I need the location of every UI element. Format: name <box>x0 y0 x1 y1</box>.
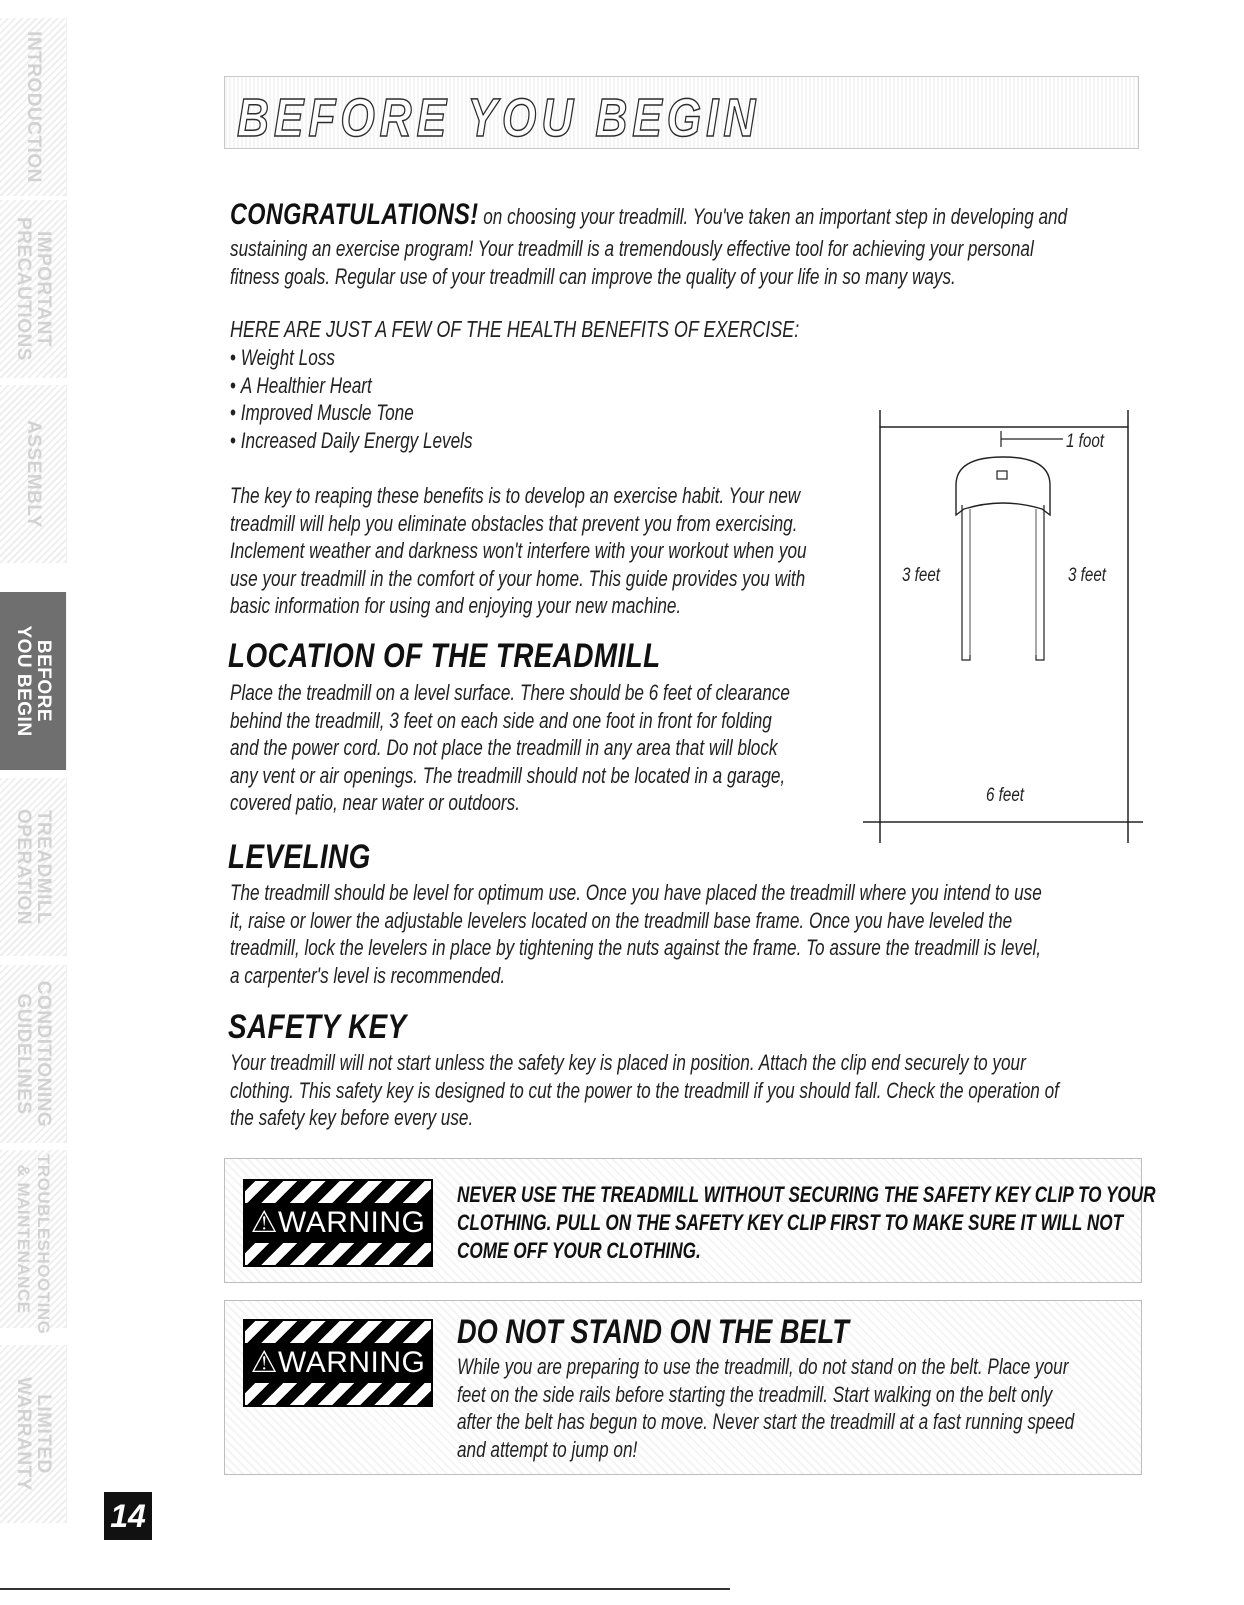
tab-before-you-begin-label: BEFORE YOU BEGIN <box>13 625 54 737</box>
location-line: any vent or air openings. The treadmill should not be located in a garage, <box>230 762 786 788</box>
warning-sign-label: ⚠WARNING <box>245 1203 431 1243</box>
location-paragraph <box>230 679 790 817</box>
safety-key-warning <box>224 1158 1156 1283</box>
right-clearance-label: 3 feet <box>1068 565 1107 586</box>
congratulations-heading: CONGRATULATIONS! <box>230 198 479 231</box>
safety-key-warning-text <box>457 1181 1156 1265</box>
belt-warning-text <box>457 1353 1074 1463</box>
warning-sign <box>243 1179 433 1267</box>
tab-assembly[interactable] <box>0 385 67 563</box>
section-tabs <box>0 0 66 1605</box>
congratulations-line-2: sustaining an exercise program! Your treadmill is a tremendously effective tool for achieving your personal <box>230 236 1034 261</box>
back-clearance-label: 6 feet <box>986 785 1025 806</box>
tab-troubleshooting-maintenance-label: TROUBLESHOOTING & MAINTENANCE <box>14 1154 53 1335</box>
location-line: Place the treadmill on a level surface. There should be 6 feet of clearance <box>230 680 790 705</box>
tab-limited-warranty[interactable] <box>0 1345 67 1523</box>
tab-important-precautions-label: IMPORTANT PRECAUTIONS <box>13 217 54 361</box>
front-clearance-label: 1 foot <box>1066 431 1105 452</box>
safety-key-line: Your treadmill will not start unless the safety key is placed in position. Attach the clip end securely to your <box>230 1050 1026 1075</box>
safety-key-paragraph <box>230 1049 1059 1132</box>
left-clearance-label: 3 feet <box>902 565 941 586</box>
warning-sign-label: ⚠WARNING <box>245 1343 431 1383</box>
treadmill-outline <box>956 457 1050 660</box>
section-banner <box>224 76 1139 149</box>
tab-before-you-begin[interactable] <box>0 592 67 770</box>
tab-troubleshooting-maintenance[interactable] <box>0 1150 67 1335</box>
location-line: covered patio, near water or outdoors. <box>230 790 520 815</box>
tab-limited-warranty-label: LIMITED WARRANTY <box>13 1377 54 1491</box>
warning-line: While you are preparing to use the treadmill, do not stand on the belt. Place your <box>457 1354 1069 1379</box>
page-number: 14 <box>104 1492 152 1540</box>
congratulations-line-1: on choosing your treadmill. You've taken an important step in developing and <box>478 204 1068 229</box>
tab-conditioning-guidelines-label: CONDITIONING GUIDELINES <box>13 980 54 1128</box>
safety-key-line: the safety key before every use. <box>230 1105 474 1130</box>
habit-line: use your treadmill in the comfort of your home. This guide provides you with <box>230 565 806 591</box>
tab-assembly-label: ASSEMBLY <box>23 420 44 528</box>
tab-introduction-label: INTRODUCTION <box>23 31 44 183</box>
belt-warning-heading: DO NOT STAND ON THE BELT <box>457 1313 849 1351</box>
location-heading: LOCATION OF THE TREADMILL <box>228 637 661 675</box>
congratulations-line-3: fitness goals. Regular use of your treadmill can improve the quality of your life in so many ways. <box>230 263 956 289</box>
leveling-heading: LEVELING <box>228 838 371 876</box>
location-line: and the power cord. Do not place the treadmill in any area that will block <box>230 735 778 760</box>
congratulations-paragraph <box>230 195 1244 290</box>
warning-line: and attempt to jump on! <box>457 1436 638 1462</box>
benefit-item: • Weight Loss <box>230 344 473 372</box>
benefits-heading: HERE ARE JUST A FEW OF THE HEALTH BENEFITS OF EXERCISE: <box>230 316 800 342</box>
benefit-item: • Increased Daily Energy Levels <box>230 427 473 455</box>
habit-line: Inclement weather and darkness won't interfere with your workout when you <box>230 538 807 563</box>
tab-treadmill-operation[interactable] <box>0 778 67 956</box>
benefit-item: • Improved Muscle Tone <box>230 399 473 427</box>
tab-conditioning-guidelines[interactable] <box>0 965 67 1143</box>
clearance-diagram <box>858 405 1148 845</box>
habit-line: basic information for using and enjoying your new machine. <box>230 593 682 618</box>
tab-treadmill-operation-label: TREADMILL OPERATION <box>13 808 54 926</box>
safety-key-heading: SAFETY KEY <box>228 1008 407 1046</box>
warning-line: NEVER USE THE TREADMILL WITHOUT SECURING THE SAFETY KEY CLIP TO YOUR <box>457 1182 1156 1207</box>
habit-line: The key to reaping these benefits is to develop an exercise habit. Your new <box>230 483 801 508</box>
habit-paragraph <box>230 482 807 620</box>
leveling-line: The treadmill should be level for optimum use. Once you have placed the treadmill where you intend to use <box>230 880 1042 905</box>
leveling-line: it, raise or lower the adjustable levelers located on the treadmill base frame. Once you have leveled the <box>230 907 1013 933</box>
warning-sign <box>243 1319 433 1407</box>
leveling-paragraph <box>230 879 1042 989</box>
warning-line: CLOTHING. PULL ON THE SAFETY KEY CLIP FIRST TO MAKE SURE IT WILL NOT <box>457 1210 1124 1235</box>
banner-title: BEFORE YOU BEGIN <box>237 88 761 148</box>
leveling-line: treadmill, lock the levelers in place by tightening the nuts against the frame. To assure the treadmill is level, <box>230 935 1042 960</box>
benefits-list <box>230 344 473 454</box>
warning-line: COME OFF YOUR CLOTHING. <box>457 1238 701 1263</box>
warning-line: after the belt has begun to move. Never start the treadmill at a fast running speed <box>457 1409 1075 1434</box>
habit-line: treadmill will help you eliminate obstacles that prevent you from exercising. <box>230 510 798 536</box>
benefit-item: • A Healthier Heart <box>230 372 473 400</box>
tab-important-precautions[interactable] <box>0 200 67 378</box>
tab-introduction[interactable] <box>0 18 67 196</box>
location-line: behind the treadmill, 3 feet on each side and one foot in front for folding <box>230 707 772 733</box>
clearance-diagram-drawing <box>858 405 1148 845</box>
warning-line: feet on the side rails before starting the treadmill. Start walking on the belt only <box>457 1381 1053 1407</box>
safety-key-line: clothing. This safety key is designed to cut the power to the treadmill if you should fall. Check the operation of <box>230 1077 1059 1103</box>
leveling-line: a carpenter's level is recommended. <box>230 962 506 988</box>
bottom-rule <box>0 1588 730 1590</box>
belt-warning <box>224 1300 1142 1475</box>
